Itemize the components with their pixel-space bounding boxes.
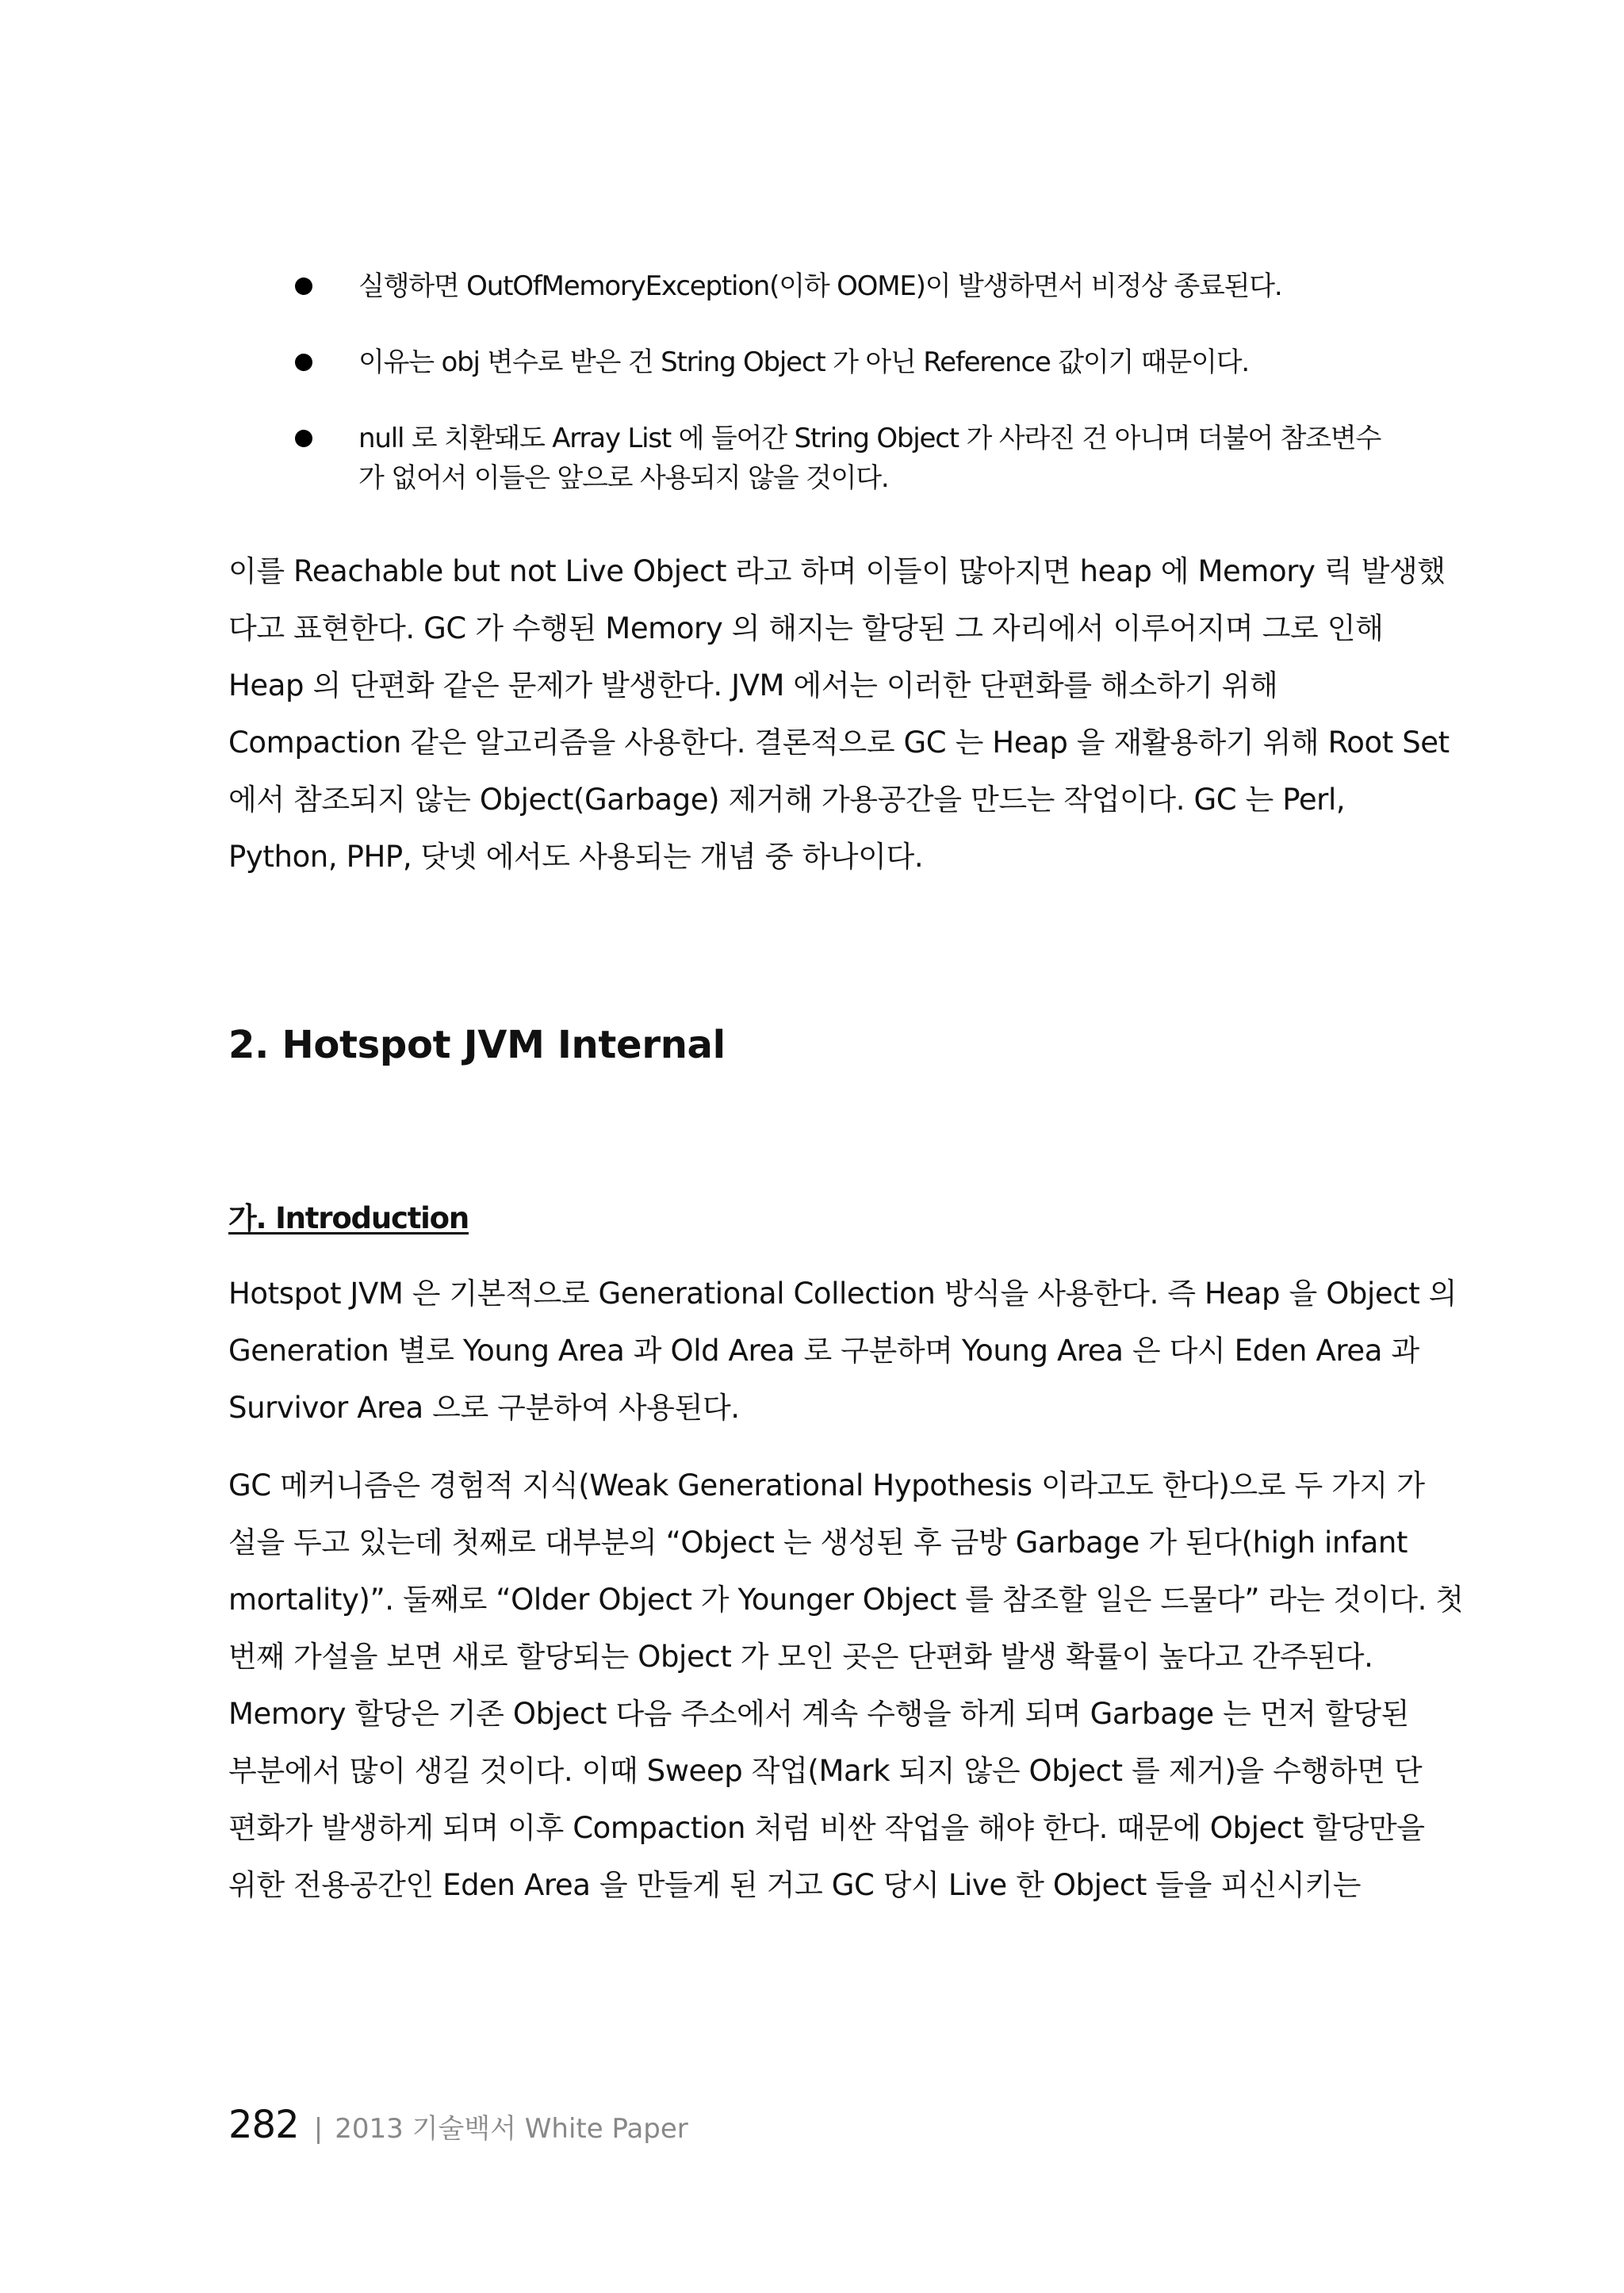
bullet-list [287, 266, 1397, 534]
paragraph-line: GC 메커니즘은 경험적 지식(Weak Generational Hypothesis 이라고도 한다)으로 두 가지 가 [228, 1468, 1425, 1503]
paragraph-line: 다고 표현한다. GC 가 수행된 Memory 의 해지는 할당된 그 자리에서 이루어지며 그로 인해 [228, 611, 1384, 645]
bullet-item [287, 419, 1397, 498]
paragraph-line: Memory 할당은 기존 Object 다음 주소에서 계속 수행을 하게 되며 Garbage 는 먼저 할당된 [228, 1697, 1409, 1731]
page-number: 282 [228, 2103, 299, 2147]
paragraph-line: 이를 Reachable but not Live Object 라고 하며 이들이 많아지면 heap 에 Memory 릭 발생했 [228, 554, 1446, 588]
footer-title: 2013 기술백서 White Paper [335, 2113, 688, 2145]
bullet-dot-icon [295, 430, 312, 447]
paragraph-line: mortality)”. 둘째로 “Older Object 가 Younger Object 를 참조할 일은 드물다” 라는 것이다. 첫 [228, 1583, 1464, 1617]
paragraph-line: 편화가 발생하게 되며 이후 Compaction 처럼 비싼 작업을 해야 한다. 때문에 Object 할당만을 [228, 1811, 1425, 1845]
paragraph-line: Hotspot JVM 은 기본적으로 Generational Collection 방식을 사용한다. 즉 Heap 을 Object 의 [228, 1277, 1457, 1311]
paragraph-line: Compaction 같은 알고리즘을 사용한다. 결론적으로 GC 는 Heap 을 재활용하기 위해 Root Set [228, 725, 1450, 760]
paragraph-generational-collection [228, 1265, 1457, 1437]
paragraph-line: 위한 전용공간인 Eden Area 을 만들게 된 거고 GC 당시 Live 한 Object 들을 피신시키는 [228, 1868, 1362, 1902]
footer-separator: | [313, 2113, 324, 2145]
paragraph-line: Survivor Area 으로 구분하여 사용된다. [228, 1391, 740, 1425]
paragraph-gc-overview [228, 543, 1450, 886]
paragraph-line: Generation 별로 Young Area 과 Old Area 로 구분하며 Young Area 은 다시 Eden Area 과 [228, 1334, 1419, 1368]
paragraph-gc-hypothesis [228, 1457, 1464, 1914]
bullet-dot-icon [295, 354, 312, 371]
bullet-text: 가 없어서 이들은 앞으로 사용되지 않을 것이다. [358, 462, 889, 494]
bullet-text: null 로 치환돼도 Array List 에 들어간 String Object 가 사라진 건 아니며 더불어 참조변수 [358, 423, 1381, 454]
bullet-dot-icon [295, 278, 312, 295]
subsection-heading: 가. Introduction [228, 1201, 469, 1235]
paragraph-line: 설을 두고 있는데 첫째로 대부분의 “Object 는 생성된 후 금방 Garbage 가 된다(high infant [228, 1525, 1408, 1560]
paragraph-line: 번째 가설을 보면 새로 할당되는 Object 가 모인 곳은 단편화 발생 확률이 높다고 간주된다. [228, 1640, 1373, 1674]
bullet-item [287, 343, 1397, 382]
paragraph-line: Heap 의 단편화 같은 문제가 발생한다. JVM 에서는 이러한 단편화를 해소하기 위해 [228, 668, 1278, 702]
paragraph-line: 에서 참조되지 않는 Object(Garbage) 제거해 가용공간을 만드는 작업이다. GC 는 Perl, [228, 783, 1346, 817]
bullet-text: 실행하면 OutOfMemoryException(이하 OOME)이 발생하면서 비정상 종료된다. [358, 270, 1282, 302]
bullet-text: 이유는 obj 변수로 받은 건 String Object 가 아닌 Reference 값이기 때문이다. [358, 346, 1249, 378]
bullet-item [287, 266, 1397, 306]
page-footer [228, 2103, 688, 2147]
paragraph-line: Python, PHP, 닷넷 에서도 사용되는 개념 중 하나이다. [228, 840, 924, 874]
section-heading: 2. Hotspot JVM Internal [228, 1023, 726, 1067]
paragraph-line: 부분에서 많이 생길 것이다. 이때 Sweep 작업(Mark 되지 않은 Object 를 제거)을 수행하면 단 [228, 1754, 1423, 1788]
